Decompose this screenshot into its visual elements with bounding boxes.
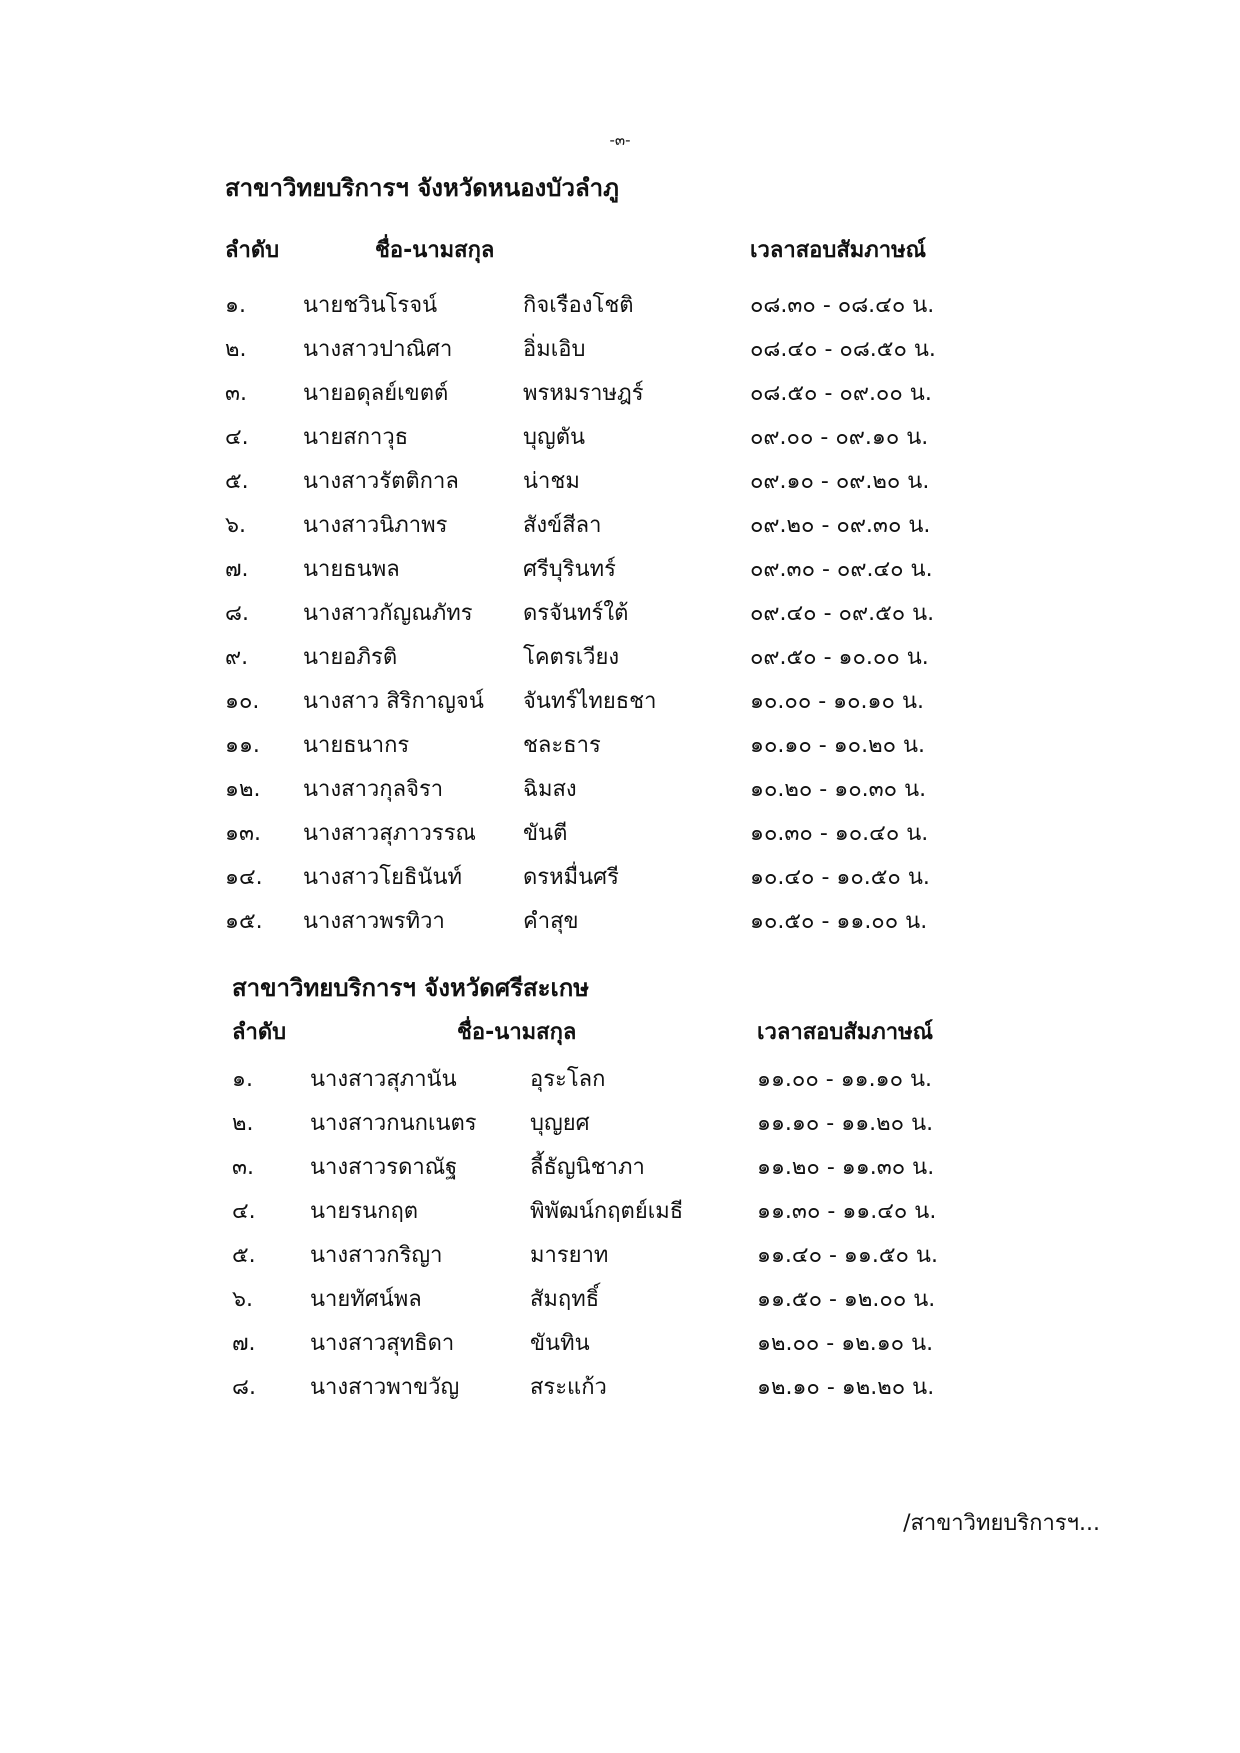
row-first-name: นางสาวสุทธิดา	[310, 1331, 455, 1356]
row-last-name: สังข์สีลา	[523, 513, 602, 538]
header-order: ลำดับ	[232, 1020, 287, 1045]
row-first-name: นางสาวโยธินันท์	[303, 865, 462, 890]
section-title: สาขาวิทยบริการฯ จังหวัดศรีสะเกษ	[232, 974, 590, 1002]
row-last-name: อิ่มเอิบ	[523, 337, 586, 362]
row-last-name: กิจเรืองโชติ	[523, 293, 634, 318]
header-name: ชื่อ-นามสกุล	[375, 238, 495, 263]
row-order: ๑๓.	[225, 821, 261, 846]
row-first-name: นางสาวสุภานัน	[310, 1067, 457, 1092]
row-last-name: ฉิมสง	[523, 777, 577, 802]
table-row	[225, 768, 985, 812]
row-last-name: พิพัฒน์กฤตย์เมธี	[530, 1199, 684, 1224]
row-interview-time: ๐๘.๔๐ - ๐๘.๕๐ น.	[750, 337, 936, 362]
table-row	[225, 328, 985, 372]
row-last-name: ขันตี	[523, 821, 568, 846]
row-first-name: นางสาวพรทิวา	[303, 909, 445, 934]
row-last-name: ศรีบุรินทร์	[523, 557, 616, 582]
row-first-name: นายสกาวุธ	[303, 425, 409, 450]
page-number: -๓-	[609, 131, 631, 149]
row-order: ๑.	[225, 293, 246, 318]
row-interview-time: ๑๒.๑๐ - ๑๒.๒๐ น.	[757, 1375, 935, 1400]
table-row	[225, 504, 985, 548]
row-order: ๘.	[232, 1375, 256, 1400]
row-first-name: นางสาวกุลจิรา	[303, 777, 444, 802]
row-interview-time: ๑๑.๑๐ - ๑๑.๒๐ น.	[757, 1111, 934, 1136]
row-first-name: นางสาวกนกเนตร	[310, 1111, 477, 1136]
header-interview-time: เวลาสอบสัมภาษณ์	[757, 1020, 934, 1045]
row-last-name: อุระโลก	[530, 1067, 606, 1092]
row-first-name: นางสาวสุภาวรรณ	[303, 821, 476, 846]
row-order: ๘.	[225, 601, 249, 626]
table-row	[225, 636, 985, 680]
table-row	[232, 1234, 992, 1278]
row-first-name: นางสาวพาขวัญ	[310, 1375, 460, 1400]
row-last-name: ลี้ธัญนิชาภา	[530, 1155, 645, 1180]
row-first-name: นางสาว สิริกาญจน์	[303, 689, 484, 714]
row-first-name: นางสาวกริญา	[310, 1243, 443, 1268]
row-first-name: นางสาวรดาณัฐ	[310, 1155, 458, 1180]
row-first-name: นายชวินโรจน์	[303, 293, 438, 318]
row-order: ๓.	[225, 381, 248, 406]
row-first-name: นางสาวรัตติกาล	[303, 469, 459, 494]
row-first-name: นายธนพล	[303, 557, 400, 582]
row-interview-time: ๐๙.๔๐ - ๐๙.๕๐ น.	[750, 601, 935, 626]
table-row	[225, 724, 985, 768]
table-row	[225, 680, 985, 724]
row-last-name: ชละธาร	[523, 733, 601, 758]
table-header	[225, 226, 985, 276]
row-first-name: นางสาวปาณิศา	[303, 337, 453, 362]
table-row	[225, 416, 985, 460]
row-order: ๕.	[232, 1243, 256, 1268]
row-interview-time: ๑๐.๑๐ - ๑๐.๒๐ น.	[750, 733, 926, 758]
row-order: ๒.	[232, 1111, 254, 1136]
section-nongbualamphu	[225, 168, 985, 944]
row-last-name: สัมฤทธิ์	[530, 1287, 600, 1312]
candidate-list	[232, 1058, 992, 1410]
row-interview-time: ๑๑.๔๐ - ๑๑.๕๐ น.	[757, 1243, 938, 1268]
row-interview-time: ๐๘.๕๐ - ๐๙.๐๐ น.	[750, 381, 932, 406]
header-interview-time: เวลาสอบสัมภาษณ์	[750, 238, 927, 263]
row-order: ๔.	[225, 425, 249, 450]
row-first-name: นายอภิรติ	[303, 645, 398, 670]
table-row	[225, 592, 985, 636]
row-order: ๑๐.	[225, 689, 260, 714]
row-interview-time: ๐๙.๒๐ - ๐๙.๓๐ น.	[750, 513, 931, 538]
row-last-name: สระแก้ว	[530, 1375, 607, 1400]
table-row	[225, 812, 985, 856]
row-order: ๖.	[232, 1287, 253, 1312]
row-last-name: มารยาท	[530, 1243, 609, 1268]
table-row	[225, 548, 985, 592]
table-row	[225, 460, 985, 504]
row-first-name: นางสาวนิภาพร	[303, 513, 448, 538]
row-interview-time: ๐๙.๓๐ - ๐๙.๔๐ น.	[750, 557, 933, 582]
row-interview-time: ๑๐.๒๐ - ๑๐.๓๐ น.	[750, 777, 927, 802]
row-order: ๑๕.	[225, 909, 263, 934]
table-row	[232, 1366, 992, 1410]
row-last-name: จันทร์ไทยธชา	[523, 689, 657, 714]
row-last-name: ดรจันทร์ใต้	[523, 601, 629, 626]
row-interview-time: ๑๑.๐๐ - ๑๑.๑๐ น.	[757, 1067, 933, 1092]
table-row	[225, 284, 985, 328]
row-order: ๗.	[225, 557, 249, 582]
continuation-note: /สาขาวิทยบริการฯ...	[903, 1511, 1100, 1536]
row-interview-time: ๑๒.๐๐ - ๑๒.๑๐ น.	[757, 1331, 934, 1356]
table-row	[232, 1278, 992, 1322]
row-order: ๕.	[225, 469, 249, 494]
row-last-name: โคตรเวียง	[523, 645, 620, 670]
candidate-list	[225, 284, 985, 944]
row-last-name: ขันทิน	[530, 1331, 590, 1356]
row-order: ๒.	[225, 337, 247, 362]
row-order: ๓.	[232, 1155, 255, 1180]
row-last-name: บุญยศ	[530, 1111, 590, 1136]
row-interview-time: ๐๙.๕๐ - ๑๐.๐๐ น.	[750, 645, 929, 670]
row-first-name: นางสาวกัญณภัทร	[303, 601, 473, 626]
row-interview-time: ๑๐.๕๐ - ๑๑.๐๐ น.	[750, 909, 928, 934]
row-interview-time: ๑๑.๓๐ - ๑๑.๔๐ น.	[757, 1199, 937, 1224]
row-order: ๗.	[232, 1331, 256, 1356]
table-row	[232, 1190, 992, 1234]
table-row	[225, 900, 985, 944]
row-first-name: นายรนกฤต	[310, 1199, 419, 1224]
table-row	[232, 1322, 992, 1366]
table-row	[225, 856, 985, 900]
header-name: ชื่อ-นามสกุล	[457, 1020, 577, 1045]
row-interview-time: ๐๙.๑๐ - ๐๙.๒๐ น.	[750, 469, 930, 494]
row-order: ๑๔.	[225, 865, 263, 890]
row-order: ๙.	[225, 645, 249, 670]
section-sisaket	[232, 968, 992, 1410]
row-first-name: นายธนากร	[303, 733, 410, 758]
row-order: ๑๒.	[225, 777, 261, 802]
row-last-name: พรหมราษฎร์	[523, 381, 644, 406]
row-interview-time: ๑๐.๔๐ - ๑๐.๕๐ น.	[750, 865, 930, 890]
table-row	[232, 1146, 992, 1190]
row-first-name: นายอดุลย์เขตต์	[303, 381, 449, 406]
row-interview-time: ๑๐.๐๐ - ๑๐.๑๐ น.	[750, 689, 924, 714]
row-order: ๔.	[232, 1199, 256, 1224]
row-first-name: นายทัศน์พล	[310, 1287, 422, 1312]
row-order: ๖.	[225, 513, 246, 538]
row-interview-time: ๑๑.๕๐ - ๑๒.๐๐ น.	[757, 1287, 936, 1312]
row-last-name: น่าชม	[523, 469, 580, 494]
row-interview-time: ๑๑.๒๐ - ๑๑.๓๐ น.	[757, 1155, 935, 1180]
row-interview-time: ๑๐.๓๐ - ๑๐.๔๐ น.	[750, 821, 929, 846]
row-order: ๑๑.	[225, 733, 260, 758]
row-last-name: คำสุข	[523, 909, 579, 934]
table-header	[232, 1008, 992, 1058]
table-row	[225, 372, 985, 416]
row-last-name: ดรหมื่นศรี	[523, 865, 619, 890]
section-title: สาขาวิทยบริการฯ จังหวัดหนองบัวลำภู	[225, 174, 619, 202]
row-interview-time: ๐๙.๐๐ - ๐๙.๑๐ น.	[750, 425, 929, 450]
row-order: ๑.	[232, 1067, 253, 1092]
table-row	[232, 1102, 992, 1146]
row-last-name: บุญตัน	[523, 425, 586, 450]
row-interview-time: ๐๘.๓๐ - ๐๘.๔๐ น.	[750, 293, 935, 318]
table-row	[232, 1058, 992, 1102]
header-order: ลำดับ	[225, 238, 280, 263]
